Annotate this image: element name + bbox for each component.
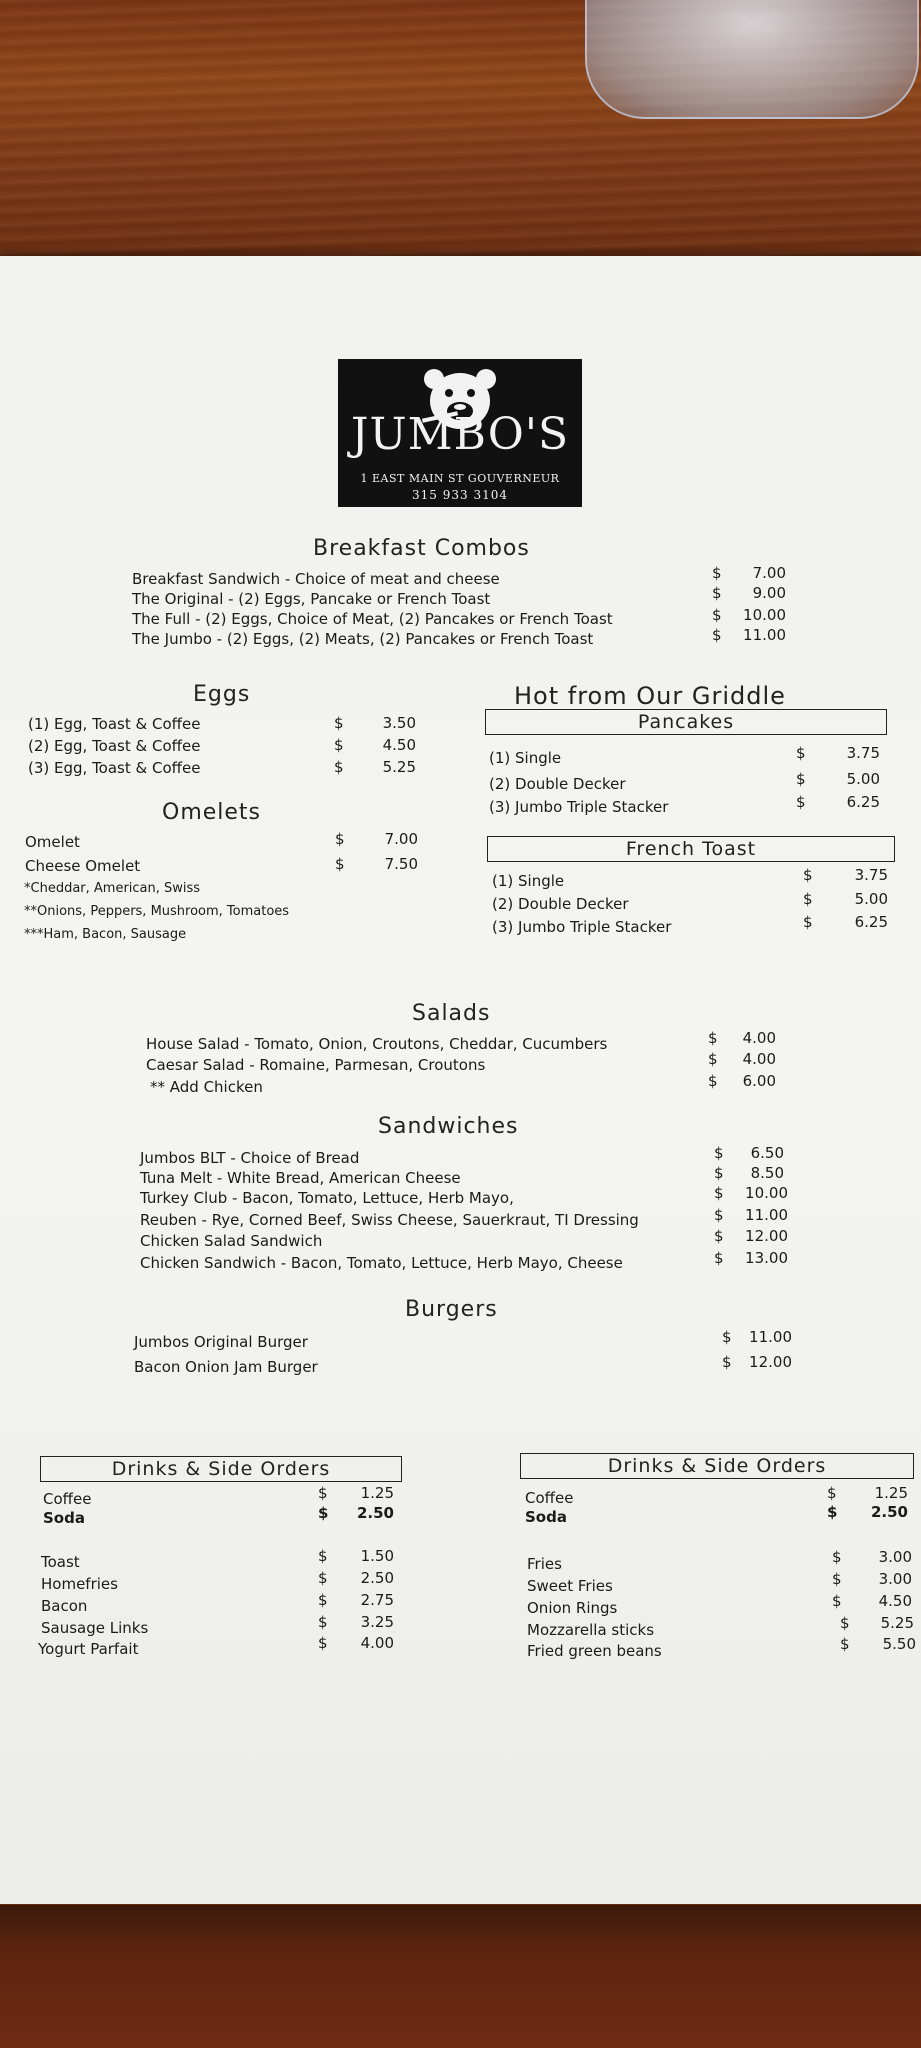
list-item-name: Coffee [43,1490,92,1508]
currency: $ [318,1591,328,1609]
list-item-name: Jumbos Original Burger [134,1333,308,1351]
price: 6.50 [750,1144,784,1162]
price: 4.00 [742,1029,776,1047]
list-item-name: Homefries [41,1575,118,1593]
list-item-name: The Full - (2) Eggs, Choice of Meat, (2) Pancakes or French Toast [132,610,613,628]
section-title-drinks-left: Drinks & Side Orders [111,1458,331,1480]
section-title-breakfast-combos: Breakfast Combos [313,536,530,561]
list-item-name: Jumbos BLT - Choice of Bread [140,1149,360,1167]
price: 4.00 [742,1050,776,1068]
currency: $ [712,606,722,624]
currency: $ [796,744,806,762]
price: 1.25 [360,1484,394,1502]
currency: $ [722,1328,732,1346]
currency: $ [708,1072,718,1090]
currency: $ [334,736,344,754]
list-item-name: Toast [41,1553,80,1571]
list-item-name: Mozzarella sticks [527,1621,655,1639]
list-item-name: Omelet [25,833,80,851]
menu-sheet [0,256,921,1904]
price: 9.00 [752,584,786,602]
currency: $ [335,855,345,873]
list-item-name: Chicken Sandwich - Bacon, Tomato, Lettuce, Herb Mayo, Cheese [140,1254,623,1272]
list-item-name: Fries [527,1555,562,1573]
price: 3.50 [382,714,416,732]
currency: $ [827,1503,838,1521]
currency: $ [832,1548,842,1566]
currency: $ [796,770,806,788]
list-item-name: (1) Egg, Toast & Coffee [28,715,201,733]
section-title-sandwiches: Sandwiches [378,1114,519,1139]
omelet-note: *Cheddar, American, Swiss [24,881,201,896]
jumbos-logo [338,359,582,507]
list-item-name: (3) Egg, Toast & Coffee [28,759,201,777]
price: 7.00 [384,830,418,848]
price: 3.75 [854,866,888,884]
drinking-glass [585,0,919,119]
list-item-name: Sausage Links [41,1619,149,1637]
price: 5.25 [880,1614,914,1632]
logo-address: 1 EAST MAIN ST GOUVERNEUR [360,472,560,485]
price: 6.25 [846,793,880,811]
currency: $ [832,1570,842,1588]
currency: $ [712,584,722,602]
currency: $ [714,1164,724,1182]
price: 3.25 [360,1613,394,1631]
omelet-note: ***Ham, Bacon, Sausage [24,927,187,942]
price: 11.00 [743,626,786,644]
currency: $ [708,1029,718,1047]
list-item-name: The Original - (2) Eggs, Pancake or French Toast [132,590,491,608]
list-item-name: Soda [43,1509,85,1527]
price: 6.00 [742,1072,776,1090]
price: 11.00 [745,1206,788,1224]
currency: $ [840,1614,850,1632]
list-item-name: House Salad - Tomato, Onion, Croutons, Cheddar, Cucumbers [146,1035,608,1053]
section-title-omelets: Omelets [162,800,262,825]
list-item-name: Turkey Club - Bacon, Tomato, Lettuce, Herb Mayo, [140,1189,514,1207]
price: 3.00 [878,1570,912,1588]
currency: $ [318,1569,328,1587]
price: 10.00 [743,606,786,624]
list-item-name: ** Add Chicken [150,1078,263,1096]
currency: $ [335,830,345,848]
logo-name: JUMBO'S [350,409,570,460]
list-item-name: (2) Egg, Toast & Coffee [28,737,201,755]
list-item-name: Soda [525,1508,567,1526]
wood-table-bottom [0,1905,921,2048]
currency: $ [334,714,344,732]
price: 3.75 [846,744,880,762]
list-item-name: Sweet Fries [527,1577,613,1595]
section-title-salads: Salads [412,1001,491,1026]
currency: $ [714,1184,724,1202]
list-item-name: Tuna Melt - White Bread, American Cheese [140,1169,461,1187]
list-item-name: Bacon [41,1597,88,1615]
currency: $ [712,564,722,582]
price: 1.25 [874,1484,908,1502]
currency: $ [827,1484,837,1502]
price: 13.00 [745,1249,788,1267]
price: 8.50 [750,1164,784,1182]
currency: $ [334,758,344,776]
list-item-name: Caesar Salad - Romaine, Parmesan, Croutons [146,1056,486,1074]
pancakes-header-box [485,709,887,735]
price: 5.00 [846,770,880,788]
drinks-left-header-box [40,1456,402,1482]
price: 5.00 [854,890,888,908]
list-item-name: Reuben - Rye, Corned Beef, Swiss Cheese, Sauerkraut, TI Dressing [140,1211,639,1229]
list-item-name: Coffee [525,1489,574,1507]
currency: $ [840,1635,850,1653]
currency: $ [714,1227,724,1245]
price: 7.00 [752,564,786,582]
subsection-title-french-toast: French Toast [625,838,757,860]
list-item-name: Breakfast Sandwich - Choice of meat and cheese [132,570,500,588]
price: 2.50 [356,1504,394,1522]
list-item-name: (1) Single [489,749,562,767]
price: 12.00 [749,1353,792,1371]
currency: $ [803,890,813,908]
price: 4.50 [878,1592,912,1610]
price: 5.25 [382,758,416,776]
section-title-eggs: Eggs [193,682,251,707]
currency: $ [318,1634,328,1652]
list-item-name: (2) Double Decker [489,775,626,793]
section-title-burgers: Burgers [405,1297,498,1322]
price: 7.50 [384,855,418,873]
section-title-drinks-right: Drinks & Side Orders [607,1455,827,1477]
list-item-name: Chicken Salad Sandwich [140,1232,323,1250]
price: 4.00 [360,1634,394,1652]
currency: $ [708,1050,718,1068]
currency: $ [803,866,813,884]
currency: $ [714,1144,724,1162]
price: 1.50 [360,1547,394,1565]
currency: $ [796,793,806,811]
currency: $ [714,1206,724,1224]
drinks-right-header-box [520,1453,914,1479]
list-item-name: Yogurt Parfait [38,1640,139,1658]
price: 12.00 [745,1227,788,1245]
price: 11.00 [749,1328,792,1346]
price: 4.50 [382,736,416,754]
list-item-name: Onion Rings [527,1599,618,1617]
list-item-name: (1) Single [492,872,565,890]
price: 3.00 [878,1548,912,1566]
french-toast-header-box [487,836,895,862]
logo-phone: 315 933 3104 [412,488,508,502]
price: 2.50 [360,1569,394,1587]
currency: $ [318,1504,329,1522]
currency: $ [803,913,813,931]
price: 2.50 [870,1503,908,1521]
list-item-name: Cheese Omelet [25,857,141,875]
subsection-title-pancakes: Pancakes [637,711,735,733]
section-title-griddle: Hot from Our Griddle [514,682,786,710]
currency: $ [722,1353,732,1371]
list-item-name: Fried green beans [527,1642,662,1660]
list-item-name: (2) Double Decker [492,895,629,913]
price: 2.75 [360,1591,394,1609]
currency: $ [318,1484,328,1502]
currency: $ [712,626,722,644]
price: 6.25 [854,913,888,931]
list-item-name: (3) Jumbo Triple Stacker [489,798,669,816]
currency: $ [832,1592,842,1610]
list-item-name: (3) Jumbo Triple Stacker [492,918,672,936]
list-item-name: The Jumbo - (2) Eggs, (2) Meats, (2) Pancakes or French Toast [132,630,594,648]
currency: $ [318,1547,328,1565]
price: 5.50 [882,1635,916,1653]
currency: $ [318,1613,328,1631]
price: 10.00 [745,1184,788,1202]
list-item-name: Bacon Onion Jam Burger [134,1358,318,1376]
omelet-note: **Onions, Peppers, Mushroom, Tomatoes [24,904,290,919]
currency: $ [714,1249,724,1267]
